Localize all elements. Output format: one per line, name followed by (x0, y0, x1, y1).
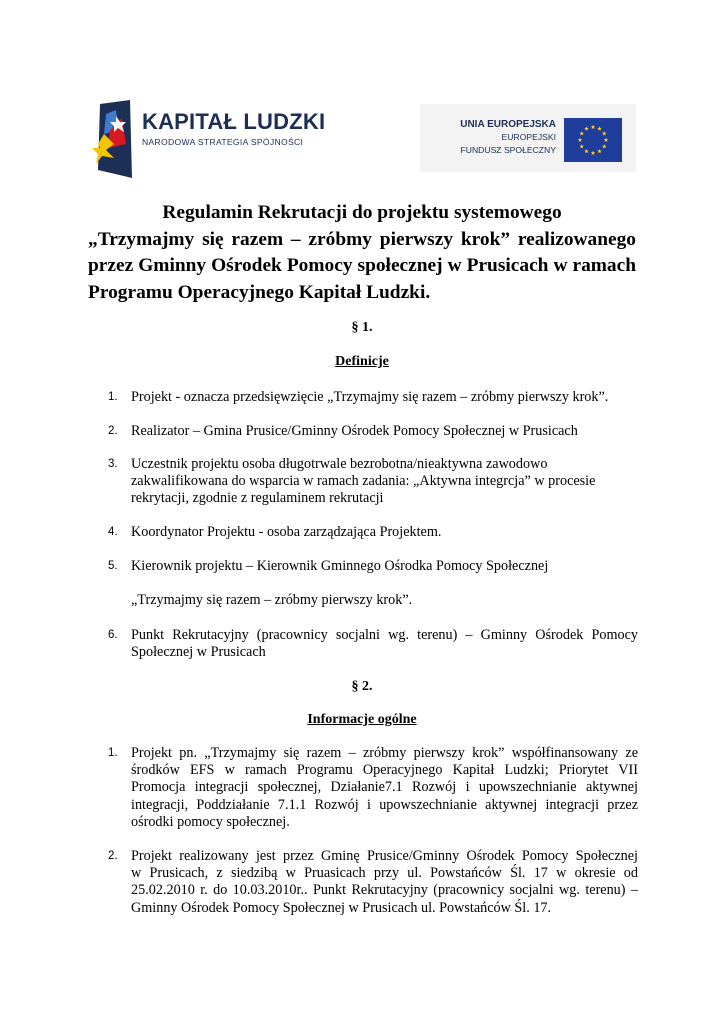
list-item-line: Promocja integracji społecznej, Działanie7.1 Rozwój i upowszechnianie aktywnej (131, 779, 638, 796)
kapital-ludzki-subtitle: NARODOWA STRATEGIA SPÓJNOŚCI (142, 137, 304, 147)
list-item (108, 389, 638, 406)
list-item-line: zakwalifikowana do wsparcia w ramach zadania: „Aktywna integrcja” w procesie (131, 473, 596, 490)
list-item-continuation: „Trzymajmy się razem – zróbmy pierwszy krok”. (131, 592, 413, 608)
list-item-line: 25.02.2010 r. do 10.03.2010r.. Punkt Rekrutacyjny (pracownicy socjalni wg. terenu) – (131, 882, 638, 899)
title-line-2: „Trzymajmy się razem – zróbmy pierwszy krok” realizowanego (88, 228, 636, 250)
list-item-number: 5. (108, 560, 118, 572)
list-item-line: rekrytacji, zgodnie z regulaminem rekrutacji (131, 490, 384, 507)
list-item (108, 558, 638, 575)
list-item-number: 2. (108, 425, 118, 437)
list-item (108, 745, 638, 831)
list-item-line: Uczestnik projektu osoba długotrwale bezrobotna/nieaktywna zawodowo (131, 456, 548, 472)
list-item-text: Realizator – Gmina Prusice/Gminny Ośrodek Pomocy Społecznej w Prusicach (131, 423, 578, 439)
eu-flag-icon (564, 118, 622, 162)
list-item-number: 1. (108, 391, 118, 403)
eu-logo-line3: FUNDUSZ SPOŁECZNY (460, 145, 556, 155)
kapital-ludzki-title: KAPITAŁ LUDZKI (142, 109, 326, 134)
list-item-text (131, 745, 638, 831)
list-item-line: integracji, Poddziałanie 7.1.1 Rozwój i upowszechnianie aktywnej integracji przez (131, 796, 638, 813)
list-item-line: Społecznej w Prusicach (131, 644, 266, 661)
list-item (108, 524, 638, 541)
document-title (88, 200, 636, 306)
title-line-3: przez Gminny Ośrodek Pomocy społecznej w Prusicach w ramach (88, 255, 636, 276)
title-line-4: Programu Operacyjnego Kapitał Ludzki. (88, 281, 431, 303)
kapital-ludzki-logo (92, 100, 326, 180)
section-1-symbol: § 1. (351, 320, 373, 335)
list-item-text (131, 627, 638, 661)
eu-efs-logo (420, 104, 636, 172)
list-item-number: 1. (108, 747, 118, 759)
list-item-text: Projekt - oznacza przedsięwzięcie „Trzymajmy się razem – zróbmy pierwszy krok”. (131, 389, 609, 405)
list-item-line: ośrodki pomocy społecznej. (131, 813, 290, 830)
eu-logo-line1: UNIA EUROPEJSKA (460, 119, 556, 130)
list-item-line: środków EFS w ramach Programu Operacyjnego Kapitał Ludzki; Priorytet VII (131, 762, 638, 779)
section-2-symbol: § 2. (351, 679, 373, 694)
list-item-number: 4. (108, 526, 118, 538)
list-item-line: Projekt realizowany jest przez Gminę Prusice/Gminny Ośrodek Pomocy Społecznej (131, 848, 638, 864)
list-item (108, 848, 638, 917)
list-item-text (131, 848, 638, 917)
list-item-number: 2. (108, 850, 118, 862)
section-1-heading: Definicje (335, 354, 389, 369)
list-item-text: Koordynator Projektu - osoba zarządzająca Projektem. (131, 524, 442, 540)
kapital-ludzki-emblem-icon (92, 100, 138, 180)
list-item (108, 423, 638, 440)
list-item-number: 6. (108, 629, 118, 641)
list-item-line: Gminny Ośrodek Pomocy Społecznej w Prusicach ul. Powstańców Śl. 17. (131, 899, 552, 916)
eu-logo-line2: EUROPEJSKI (501, 132, 556, 142)
list-item-number: 3. (108, 458, 118, 470)
list-item-line: w Prusicach, z siedzibą w Pruasicach przy ul. Powstańców Śl. 17 w okresie od (131, 865, 638, 882)
title-line-1: Regulamin Rekrutacji do projektu systemowego (162, 202, 562, 223)
section-2-heading: Informacje ogólne (307, 712, 417, 727)
list-item (108, 456, 638, 508)
list-item-line: Projekt pn. „Trzymajmy się razem – zróbmy pierwszy krok” współfinansowany ze (131, 745, 638, 761)
list-item (108, 627, 638, 661)
eu-logo-text (460, 118, 556, 157)
list-item-text (131, 456, 638, 508)
list-item-line: Punkt Rekrutacyjny (pracownicy socjalni wg. terenu) – Gminny Ośrodek Pomocy (131, 627, 638, 643)
list-item-text: Kierownik projektu – Kierownik Gminnego Ośrodka Pomocy Społecznej (131, 558, 549, 574)
